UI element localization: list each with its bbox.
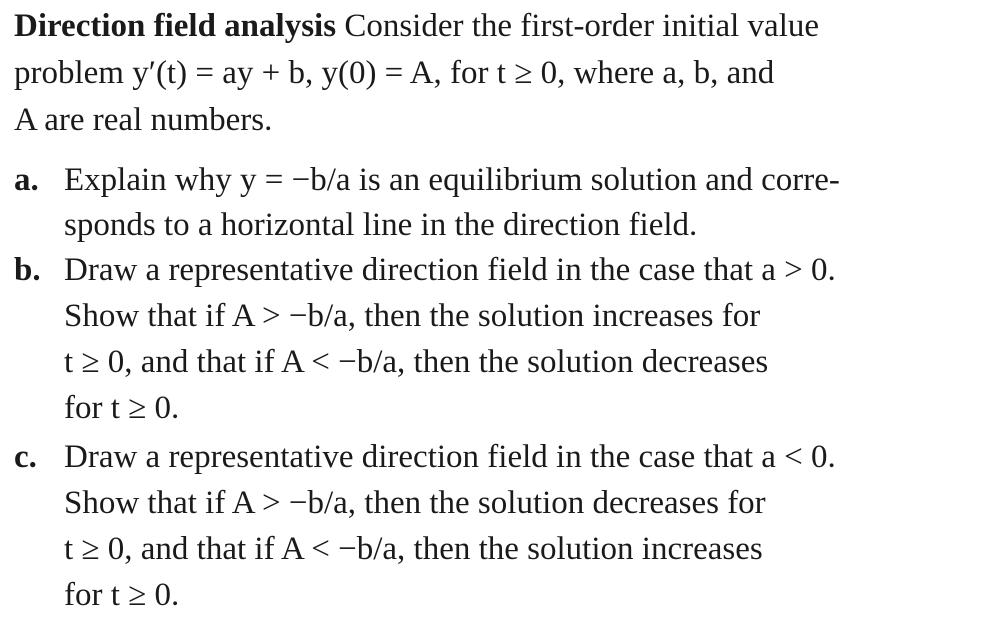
part-c-line-3: t ≥ 0, and that if A < −b/a, then the solution increases [64,531,763,567]
part-a-line-1: Explain why y = −b/a is an equilibrium solution and corre- [64,162,840,198]
part-c-line-4: for t ≥ 0. [64,577,180,613]
problem-title: Direction field analysis [14,8,337,44]
part-b-label: b. [14,252,41,288]
part-c-line-2: Show that if A > −b/a, then the solution decreases for [64,485,766,521]
part-a-label: a. [14,162,39,198]
part-a-line-2: sponds to a horizontal line in the direction field. [64,207,698,243]
intro-line-3: A are real numbers. [14,102,273,138]
intro-line-1 [14,6,819,46]
part-c-line-1: Draw a representative direction field in the case that a < 0. [64,439,836,475]
part-b-line-2: Show that if A > −b/a, then the solution increases for [64,298,761,334]
intro-text-1: Consider the first-order initial value [336,8,820,44]
part-b-line-3: t ≥ 0, and that if A < −b/a, then the solution decreases [64,344,769,380]
part-b-line-4: for t ≥ 0. [64,390,180,426]
part-b-line-1: Draw a representative direction field in the case that a > 0. [64,252,836,288]
part-c-label: c. [14,439,37,475]
intro-line-2: problem y′(t) = ay + b, y(0) = A, for t ≥ 0, where a, b, and [14,55,775,91]
